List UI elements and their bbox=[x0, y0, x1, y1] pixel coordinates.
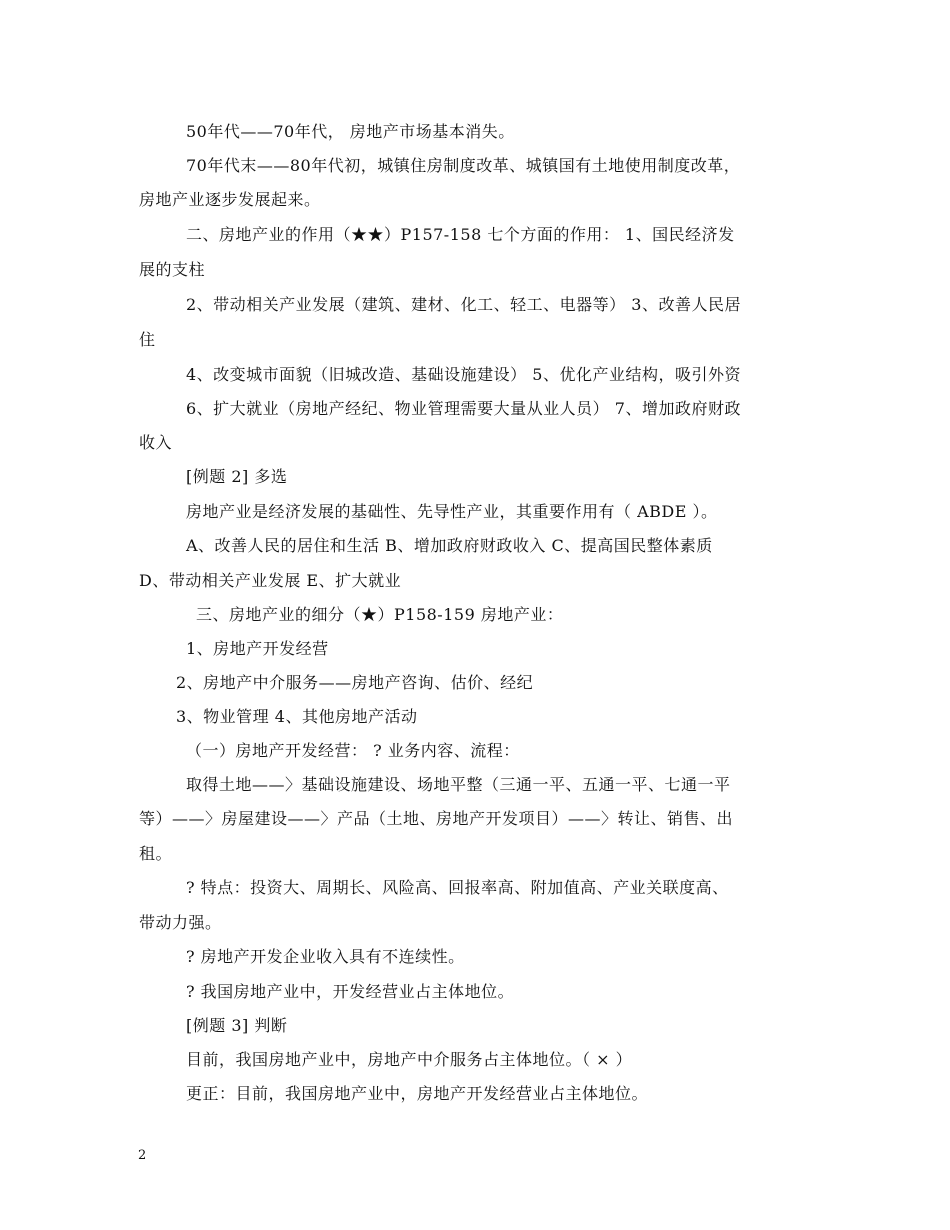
text-line: ? 特点：投资大、周期长、风险高、回报率高、附加值高、产业关联度高、 bbox=[186, 878, 729, 897]
example-heading: [例题 2] 多选 bbox=[186, 467, 288, 486]
text-line: ? 我国房地产业中，开发经营业占主体地位。 bbox=[186, 982, 515, 1001]
text-line: ? 房地产开发企业收入具有不连续性。 bbox=[186, 947, 465, 966]
text-line: 房地产业是经济发展的基础性、先导性产业，其重要作用有（ ABDE ）。 bbox=[186, 502, 718, 521]
text-line: 带动力强。 bbox=[139, 913, 222, 932]
text-line: 目前，我国房地产业中，房地产中介服务占主体地位。（ × ） bbox=[186, 1050, 633, 1069]
text-line: 等）——〉房屋建设——〉产品（土地、房地产开发项目）——〉转让、销售、出 bbox=[139, 809, 734, 828]
list-item: 1、房地产开发经营 bbox=[186, 639, 329, 658]
text-line: 住 bbox=[139, 330, 156, 349]
text-line: 50年代——70年代， 房地产市场基本消失。 bbox=[186, 122, 515, 141]
section-heading: 三、房地产业的细分（★）P158-159 房地产业： bbox=[196, 605, 564, 624]
text-line: 4、改变城市面貌（旧城改造、基础设施建设） 5、优化产业结构，吸引外资 bbox=[186, 365, 741, 384]
section-heading: 二、房地产业的作用（★★）P157-158 七个方面的作用： 1、国民经济发 bbox=[186, 225, 735, 244]
text-line: 房地产业逐步发展起来。 bbox=[139, 190, 321, 209]
text-line: 2、带动相关产业发展（建筑、建材、化工、轻工、电器等） 3、改善人民居 bbox=[186, 295, 741, 314]
example-heading: [例题 3] 判断 bbox=[186, 1016, 288, 1035]
list-item: 3、物业管理 4、其他房地产活动 bbox=[176, 707, 418, 726]
subsection-heading: （一）房地产开发经营： ? 业务内容、流程： bbox=[186, 741, 520, 760]
text-line: 更正：目前，我国房地产业中，房地产开发经营业占主体地位。 bbox=[186, 1084, 649, 1103]
answer-options: A、改善人民的居住和生活 B、增加政府财政收入 C、提高国民整体素质 bbox=[186, 536, 713, 555]
text-line: 取得土地——〉基础设施建设、场地平整（三通一平、五通一平、七通一平 bbox=[186, 775, 731, 794]
list-item: 2、房地产中介服务——房地产咨询、估价、经纪 bbox=[176, 673, 534, 692]
text-line: 租。 bbox=[139, 844, 173, 863]
text-line: 6、扩大就业（房地产经纪、物业管理需要大量从业人员） 7、增加政府财政 bbox=[186, 399, 741, 418]
text-line: 收入 bbox=[139, 433, 173, 452]
page-number: 2 bbox=[138, 1148, 147, 1163]
text-line: 70年代末——80年代初，城镇住房制度改革、城镇国有土地使用制度改革， bbox=[186, 156, 741, 175]
answer-options: D、带动相关产业发展 E、扩大就业 bbox=[139, 571, 402, 590]
text-line: 展的支柱 bbox=[139, 260, 206, 279]
